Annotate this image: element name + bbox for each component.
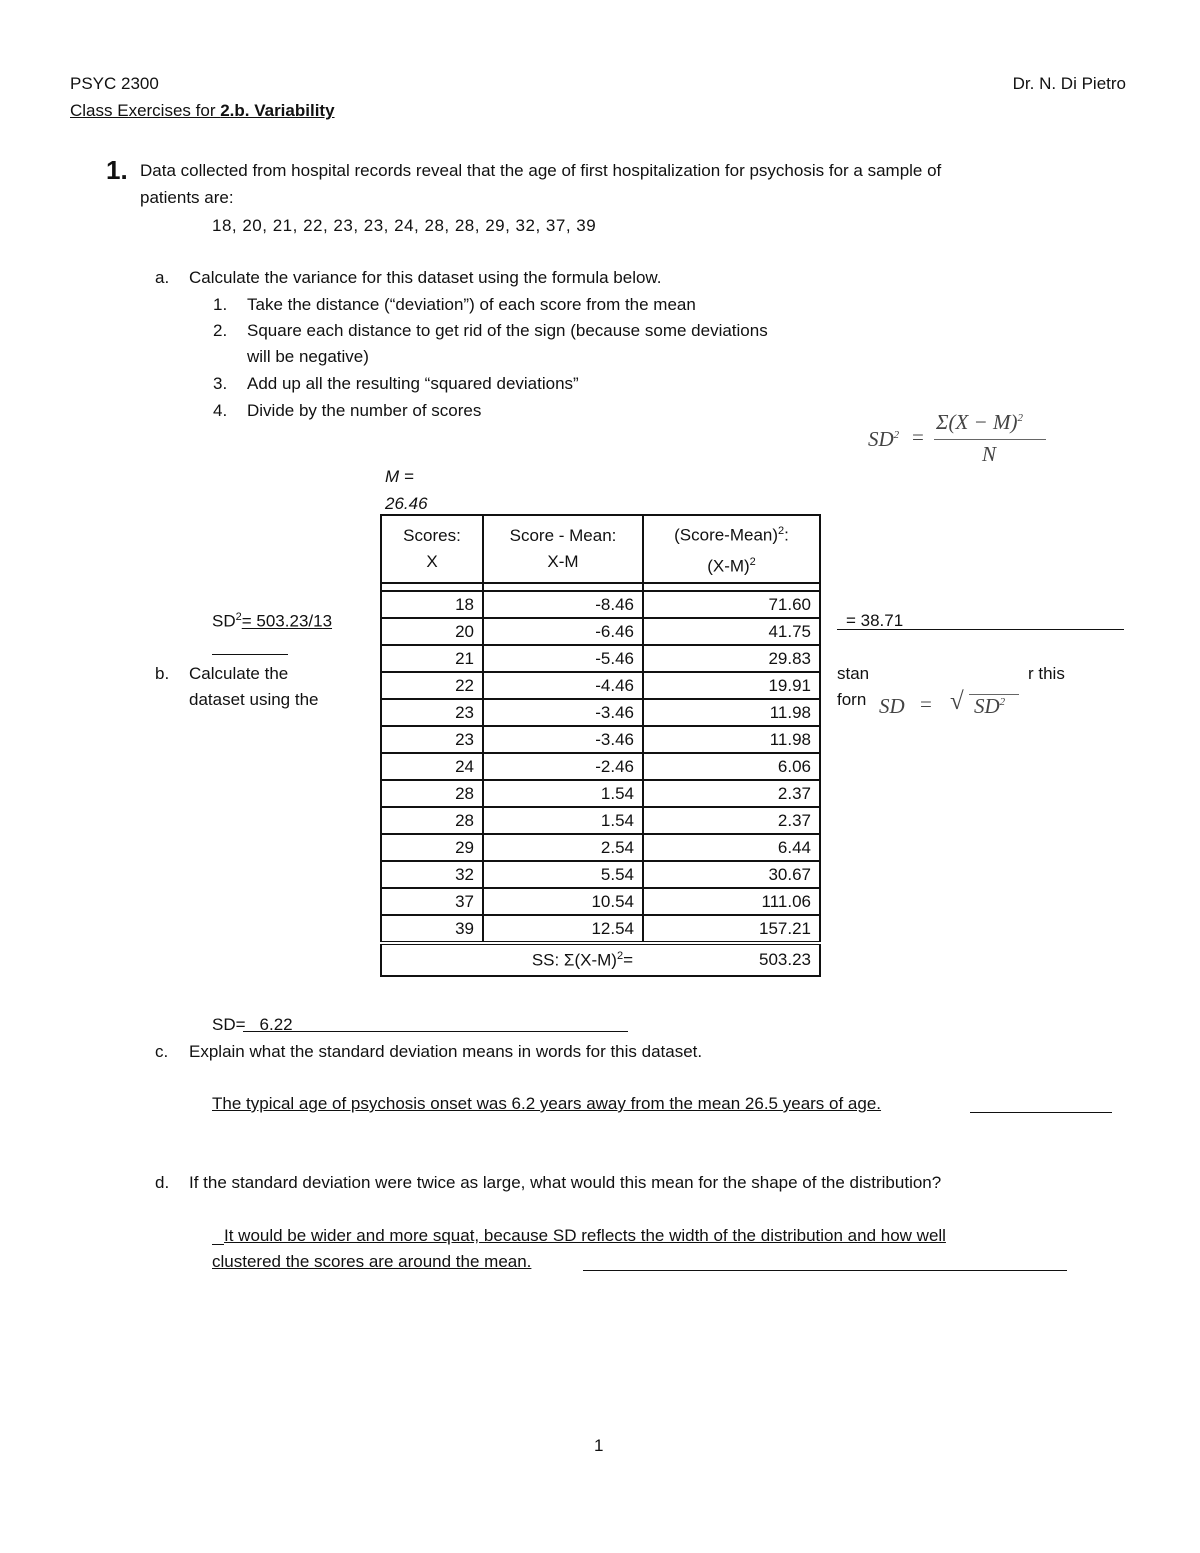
score-cell: 23 — [381, 699, 483, 726]
part-b-prompt-line2: dataset using the — [189, 690, 319, 709]
header-scores — [381, 515, 483, 583]
score-cell: 18 — [381, 591, 483, 618]
table-row — [381, 780, 820, 807]
step-2-num: 2. — [213, 321, 228, 340]
step-4-num: 4. — [213, 401, 228, 420]
step-2-continued: will be negative) — [247, 347, 369, 366]
score-cell: 24 — [381, 753, 483, 780]
table-row — [381, 753, 820, 780]
deviation-cell: -3.46 — [483, 699, 643, 726]
table-header-row — [381, 515, 820, 583]
step-4-text: Divide by the number of scores — [247, 401, 482, 420]
sd-answer-label: SD= — [212, 1015, 246, 1034]
formula-denominator: N — [982, 442, 997, 466]
part-c-answer: The typical age of psychosis onset was 6.2 years away from the mean 26.5 years of age. — [212, 1094, 882, 1113]
deviation-cell: -3.46 — [483, 726, 643, 753]
variance-result-underline — [837, 629, 1124, 630]
table-row — [381, 915, 820, 943]
score-cell: 20 — [381, 618, 483, 645]
ss-label-eq: = — [623, 950, 633, 970]
part-d-prompt: If the standard deviation were twice as large, what would this mean for the shape of the distribution? — [189, 1173, 942, 1192]
part-d-answer-line2: clustered the scores are around the mean. — [212, 1252, 532, 1271]
formula-lhs — [868, 427, 899, 452]
squared-cell: 11.98 — [643, 699, 820, 726]
table-row — [381, 888, 820, 915]
score-cell: 29 — [381, 834, 483, 861]
header-deviation-l2: X-M — [547, 552, 579, 571]
formula-numerator-text: Σ(X − M) — [936, 410, 1018, 434]
page-number: 1 — [594, 1436, 604, 1455]
part-b-prompt-right-a: stan — [837, 664, 870, 683]
squared-cell: 2.37 — [643, 780, 820, 807]
part-a-prompt: Calculate the variance for this dataset using the formula below. — [189, 268, 662, 287]
score-cell: 37 — [381, 888, 483, 915]
table-row — [381, 591, 820, 618]
deviation-table — [380, 514, 821, 977]
score-cell: 39 — [381, 915, 483, 943]
squared-cell: 157.21 — [643, 915, 820, 943]
squared-cell: 19.91 — [643, 672, 820, 699]
step-3-num: 3. — [213, 374, 228, 393]
ss-label — [381, 943, 643, 976]
question-intro-line2: patients are: — [140, 188, 234, 207]
question-number: 1. — [106, 155, 128, 185]
spacer-cell — [483, 583, 643, 591]
ss-label-exp: 2 — [616, 949, 624, 962]
header-scores-l1: Scores: — [403, 526, 461, 545]
formula-lhs-exp: 2 — [893, 429, 900, 441]
sd-formula-lhs: SD — [879, 694, 905, 718]
squared-cell: 6.44 — [643, 834, 820, 861]
title-prefix: Class Exercises for — [70, 101, 221, 120]
score-cell: 23 — [381, 726, 483, 753]
header-deviation-l1: Score - Mean: — [509, 526, 617, 545]
formula-fraction-bar — [934, 439, 1046, 440]
part-c-prompt: Explain what the standard deviation means in words for this dataset. — [189, 1042, 703, 1061]
part-b-letter: b. — [155, 664, 170, 683]
variance-sd-label: SD — [212, 611, 236, 631]
sd-formula-radical: √ — [950, 688, 964, 715]
score-cell: 22 — [381, 672, 483, 699]
sd-formula-arg — [974, 694, 1005, 719]
header-deviation — [483, 515, 643, 583]
step-1-text: Take the distance (“deviation”) of each score from the mean — [247, 295, 696, 314]
variance-sd-exp: 2 — [235, 611, 242, 623]
mean-label: M = — [385, 467, 414, 486]
sum-of-squares-row — [381, 943, 820, 976]
spacer-cell — [381, 583, 483, 591]
part-b-prompt-line1: Calculate the — [189, 664, 289, 683]
formula-numerator-exp: 2 — [1017, 412, 1023, 424]
header-squared-l1: (Score-Mean) — [674, 526, 779, 545]
header-scores-l2: X — [426, 552, 438, 571]
part-c-answer-blank — [970, 1112, 1112, 1113]
squared-cell: 30.67 — [643, 861, 820, 888]
spacer-cell — [643, 583, 820, 591]
squared-cell: 71.60 — [643, 591, 820, 618]
deviation-cell: 5.54 — [483, 861, 643, 888]
deviation-cell: 1.54 — [483, 780, 643, 807]
header-squared-exp2: 2 — [749, 556, 756, 568]
step-1-num: 1. — [213, 295, 228, 314]
deviation-cell: -6.46 — [483, 618, 643, 645]
sd-formula-arg-exp: 2 — [999, 696, 1006, 708]
table-row — [381, 699, 820, 726]
step-3-text: Add up all the resulting “squared deviations” — [247, 374, 579, 393]
formula-numerator — [936, 410, 1023, 435]
deviation-cell: -4.46 — [483, 672, 643, 699]
deviation-cell: 12.54 — [483, 915, 643, 943]
header-squared-exp: 2 — [778, 525, 785, 538]
score-cell: 32 — [381, 861, 483, 888]
title-topic: 2.b. Variability — [220, 101, 335, 120]
table-row — [381, 672, 820, 699]
variance-sd-rest: = 503.23/13 — [241, 611, 333, 631]
variance-answer-blank — [212, 654, 288, 655]
sd-formula-arg-text: SD — [974, 694, 1000, 718]
part-d-answer-blank — [583, 1270, 1067, 1271]
part-b-prompt-right-b: r this — [1028, 664, 1065, 683]
part-b-prompt-right-line2: forn — [837, 690, 867, 709]
header-squared-colon: : — [784, 526, 789, 545]
squared-cell: 6.06 — [643, 753, 820, 780]
deviation-cell: -8.46 — [483, 591, 643, 618]
score-cell: 28 — [381, 807, 483, 834]
step-2-text: Square each distance to get rid of the sign (because some deviations — [247, 321, 768, 340]
deviation-cell: 1.54 — [483, 807, 643, 834]
squared-cell: 29.83 — [643, 645, 820, 672]
sd-answer-value: 6.22 — [259, 1015, 293, 1034]
sd-formula-equals: = — [920, 692, 932, 716]
question-intro-line1: Data collected from hospital records reveal that the age of first hospitalization for psychosis for a sample of — [140, 161, 942, 180]
score-cell: 21 — [381, 645, 483, 672]
variance-result: = 38.71 — [846, 611, 904, 630]
deviation-cell: -5.46 — [483, 645, 643, 672]
squared-cell: 2.37 — [643, 807, 820, 834]
table-row — [381, 861, 820, 888]
part-d-letter: d. — [155, 1173, 170, 1192]
page-title — [70, 101, 335, 121]
table-row — [381, 726, 820, 753]
part-c-letter: c. — [155, 1042, 169, 1061]
part-d-answer-lead-blank — [212, 1244, 224, 1245]
squared-cell: 11.98 — [643, 726, 820, 753]
mean-value: 26.46 — [385, 494, 428, 513]
score-cell: 28 — [381, 780, 483, 807]
scores-list: 18, 20, 21, 22, 23, 23, 24, 28, 28, 29, 32, 37, 39 — [212, 216, 597, 235]
table-row — [381, 618, 820, 645]
course-code: PSYC 2300 — [70, 74, 159, 93]
formula-equals: = — [912, 425, 924, 449]
squared-cell: 111.06 — [643, 888, 820, 915]
table-spacer-row — [381, 583, 820, 591]
header-squared — [643, 515, 820, 583]
ss-value: 503.23 — [643, 943, 820, 976]
sd-answer-underline — [243, 1031, 628, 1032]
deviation-cell: 2.54 — [483, 834, 643, 861]
table-row — [381, 834, 820, 861]
deviation-cell: 10.54 — [483, 888, 643, 915]
instructor-name: Dr. N. Di Pietro — [1012, 74, 1126, 93]
ss-label-text: SS: Σ(X-M) — [531, 950, 617, 970]
variance-computation — [212, 611, 332, 632]
part-d-answer-line1: It would be wider and more squat, because SD reflects the width of the distribution and how well — [224, 1226, 946, 1245]
deviation-cell: -2.46 — [483, 753, 643, 780]
table-row — [381, 807, 820, 834]
part-a-letter: a. — [155, 268, 170, 287]
formula-lhs-sd: SD — [868, 427, 894, 451]
table-row — [381, 645, 820, 672]
header-squared-l2: (X-M) — [707, 556, 750, 576]
squared-cell: 41.75 — [643, 618, 820, 645]
sd-answer — [212, 1015, 293, 1035]
